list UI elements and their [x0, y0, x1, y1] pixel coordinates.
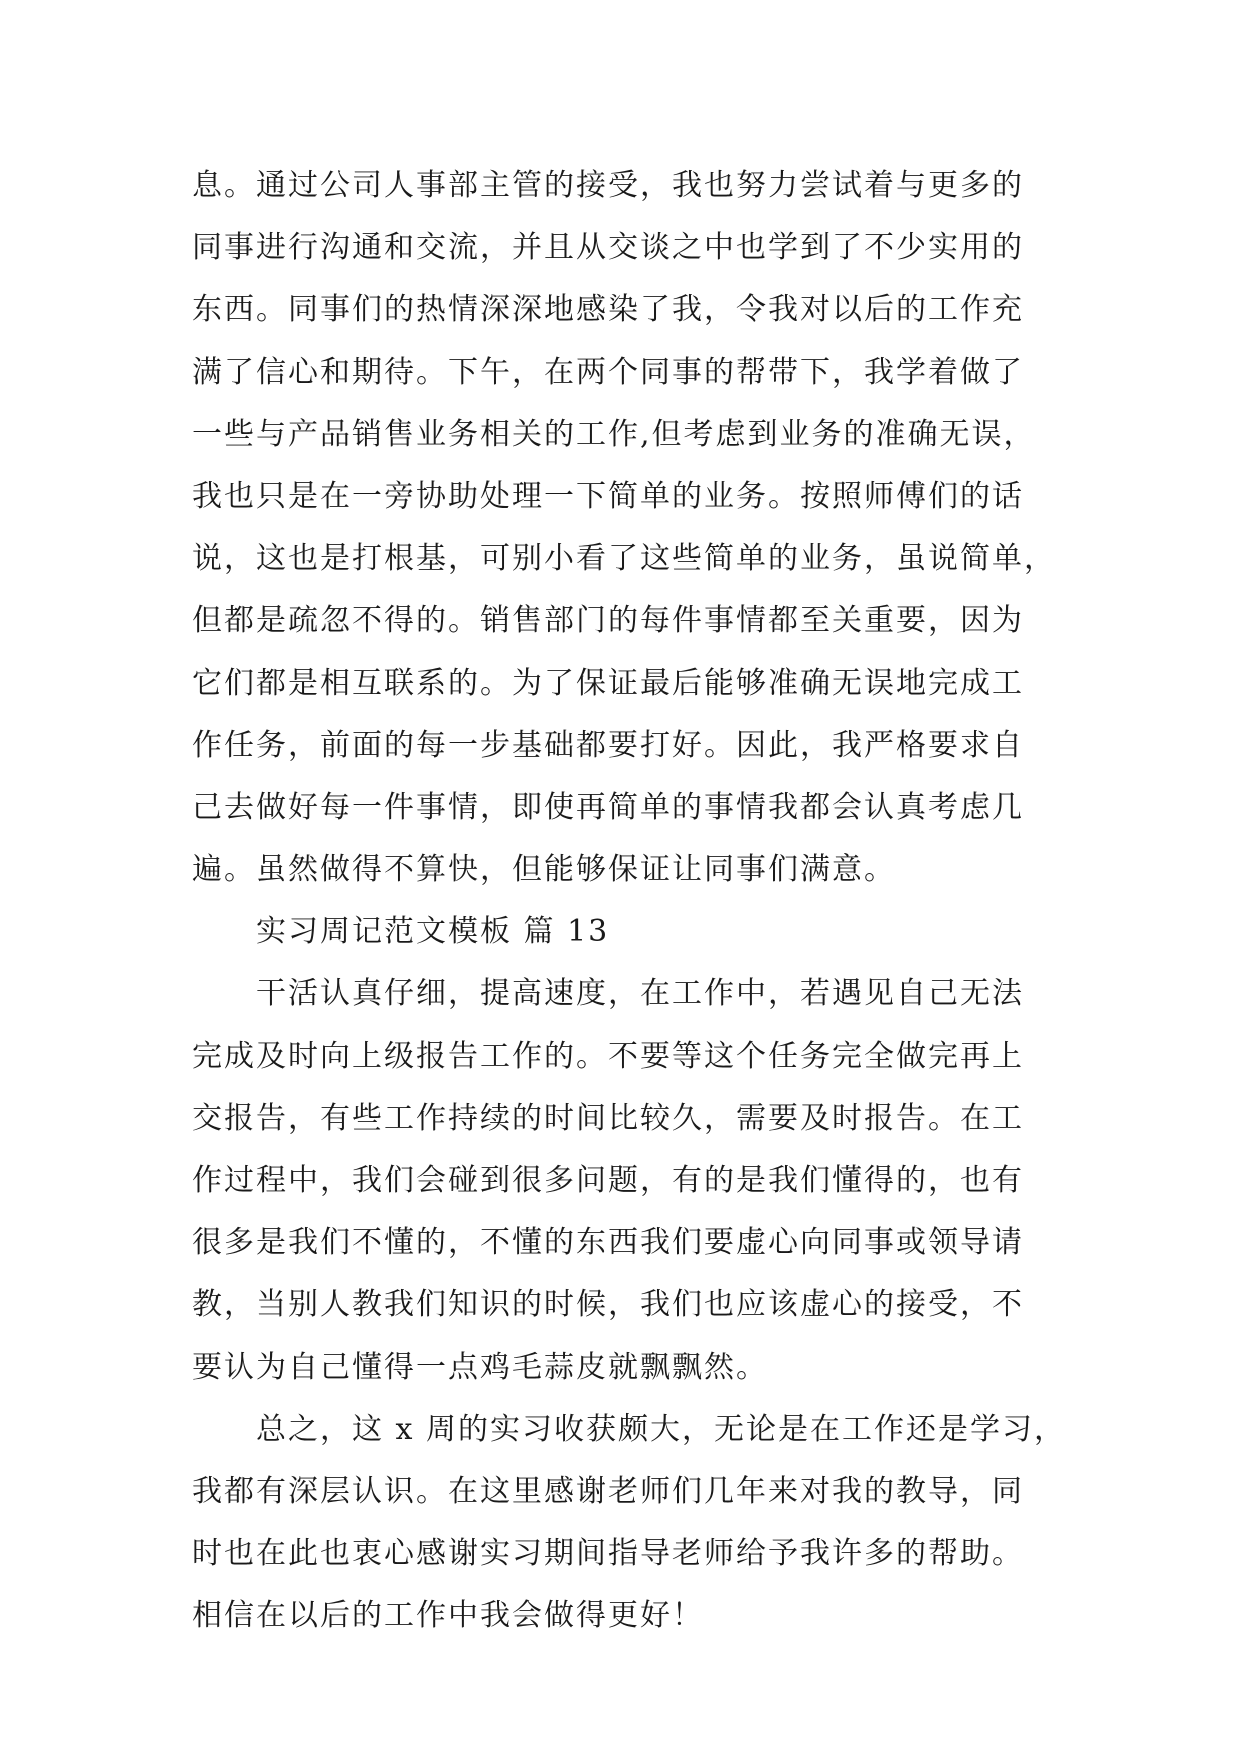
text-line: 己去做好每一件事情，即使再简单的事情我都会认真考虑几	[192, 789, 1024, 825]
document-body	[192, 155, 1066, 1648]
text-line: 我都有深层认识。在这里感谢老师们几年来对我的教导，同	[192, 1473, 1024, 1509]
paragraph-1	[192, 155, 1062, 901]
text-line: 很多是我们不懂的，不懂的东西我们要虚心向同事或领导请	[192, 1225, 1024, 1261]
text-line: 它们都是相互联系的。为了保证最后能够准确无误地完成工	[192, 665, 1024, 701]
text-line: 遍。虽然做得不算快，但能够保证让同事们满意。	[192, 852, 896, 888]
text-line: 时也在此也衷心感谢实习期间指导老师给予我许多的帮助。	[192, 1536, 1024, 1572]
text-line: 同事进行沟通和交流，并且从交谈之中也学到了不少实用的	[192, 230, 1024, 266]
text-line: 作任务，前面的每一步基础都要打好。因此，我严格要求自	[192, 727, 1024, 763]
text-line: 相信在以后的工作中我会做得更好！	[192, 1598, 704, 1634]
text-line: 满了信心和期待。下午，在两个同事的帮带下，我学着做了	[192, 354, 1024, 390]
text-line: 作过程中，我们会碰到很多问题，有的是我们懂得的，也有	[192, 1163, 1024, 1198]
text-line: 一些与产品销售业务相关的工作,但考虑到业务的准确无误，	[192, 416, 1036, 452]
text-line: 完成及时向上级报告工作的。不要等这个任务完全做完再上	[192, 1038, 1024, 1074]
text-line: 说，这也是打根基，可别小看了这些简单的业务，虽说简单，	[192, 541, 1056, 577]
paragraph-2	[192, 963, 1062, 1398]
text-line: 我也只是在一旁协助处理一下简单的业务。按照师傅们的话	[192, 478, 1024, 514]
paragraph-3	[192, 1399, 1066, 1648]
text-line: 交报告，有些工作持续的时间比较久，需要及时报告。在工	[192, 1100, 1024, 1136]
text-line: 但都是疏忽不得的。销售部门的每件事情都至关重要，因为	[192, 603, 1024, 639]
section-heading: 实习周记范文模板 篇 13	[256, 914, 610, 950]
text-line: 总之，这 x 周的实习收获颇大，无论是在工作还是学习，	[256, 1411, 1066, 1447]
text-line: 息。通过公司人事部主管的接受，我也努力尝试着与更多的	[192, 168, 1024, 203]
text-line: 东西。同事们的热情深深地感染了我，令我对以后的工作充	[192, 292, 1024, 328]
text-line: 干活认真仔细，提高速度，在工作中，若遇见自己无法	[256, 976, 1024, 1012]
text-line: 要认为自己懂得一点鸡毛蒜皮就飘飘然。	[192, 1349, 768, 1385]
text-line: 教，当别人教我们知识的时候，我们也应该虚心的接受，不	[192, 1287, 1024, 1323]
